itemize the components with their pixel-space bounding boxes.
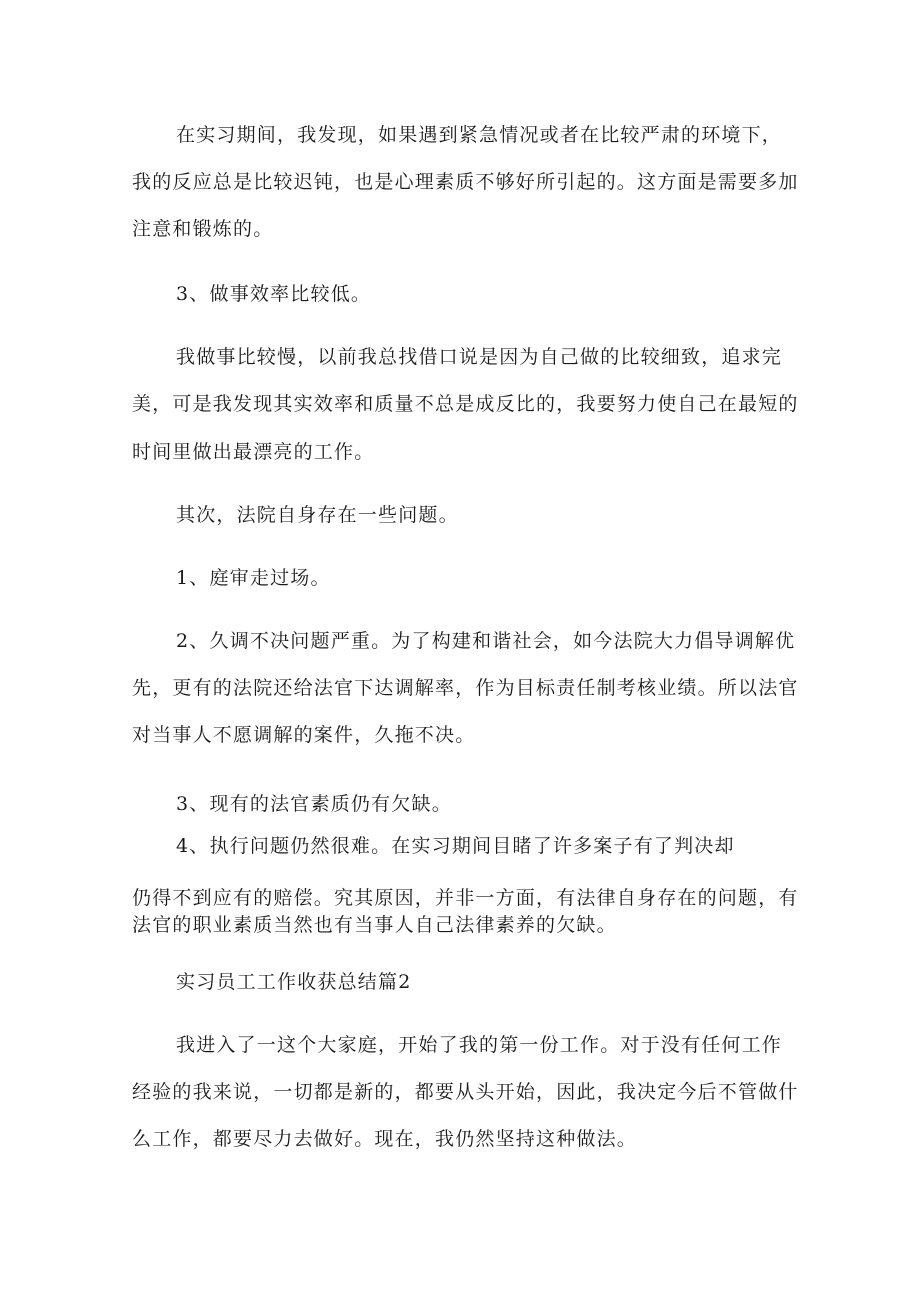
list-item-heading: 1、庭审走过场。	[176, 567, 331, 589]
paragraph-line: 美，可是我发现其实效率和质量不总是成反比的，我要努力使自己在最短的	[132, 393, 799, 415]
paragraph-line: 2、久调不决问题严重。为了构建和谐社会，如今法院大力倡导调解优	[176, 630, 796, 652]
paragraph-line: 么工作，都要尽力去做好。现在，我仍然坚持这种做法。	[132, 1128, 638, 1150]
section-title: 实习员工工作收获总结篇2	[176, 971, 412, 993]
paragraph-line: 4、执行问题仍然很难。在实习期间目睹了许多案子有了判决却	[176, 835, 735, 857]
paragraph-line: 经验的我来说，一切都是新的，都要从头开始，因此，我决定今后不管做什	[132, 1081, 799, 1103]
paragraph-line: 时间里做出最漂亮的工作。	[132, 441, 375, 463]
paragraph-line: 对当事人不愿调解的案件，久拖不决。	[132, 724, 476, 746]
paragraph-line: 我做事比较慢，以前我总找借口说是因为自己做的比较细致，追求完	[176, 346, 783, 368]
paragraph-line: 在实习期间，我发现，如果遇到紧急情况或者在比较严肃的环境下，	[176, 124, 783, 146]
section-intro: 其次，法院自身存在一些问题。	[176, 504, 459, 526]
paragraph-line: 注意和锻炼的。	[132, 218, 274, 240]
list-item-heading: 3、做事效率比较低。	[176, 283, 372, 305]
paragraph-line: 我的反应总是比较迟钝，也是心理素质不够好所引起的。这方面是需要多加	[132, 171, 799, 193]
paragraph-line: 先，更有的法院还给法官下达调解率，作为目标责任制考核业绩。所以法官	[132, 677, 799, 699]
list-item-heading: 3、现有的法官素质仍有欠缺。	[176, 793, 452, 815]
paragraph-line: 法官的职业素质当然也有当事人自己法律素养的欠缺。	[132, 914, 617, 936]
paragraph-line: 仍得不到应有的赔偿。究其原因，并非一方面，有法律自身存在的问题，有	[132, 887, 799, 909]
paragraph-line: 我进入了一这个大家庭，开始了我的第一份工作。对于没有任何工作	[176, 1034, 783, 1056]
